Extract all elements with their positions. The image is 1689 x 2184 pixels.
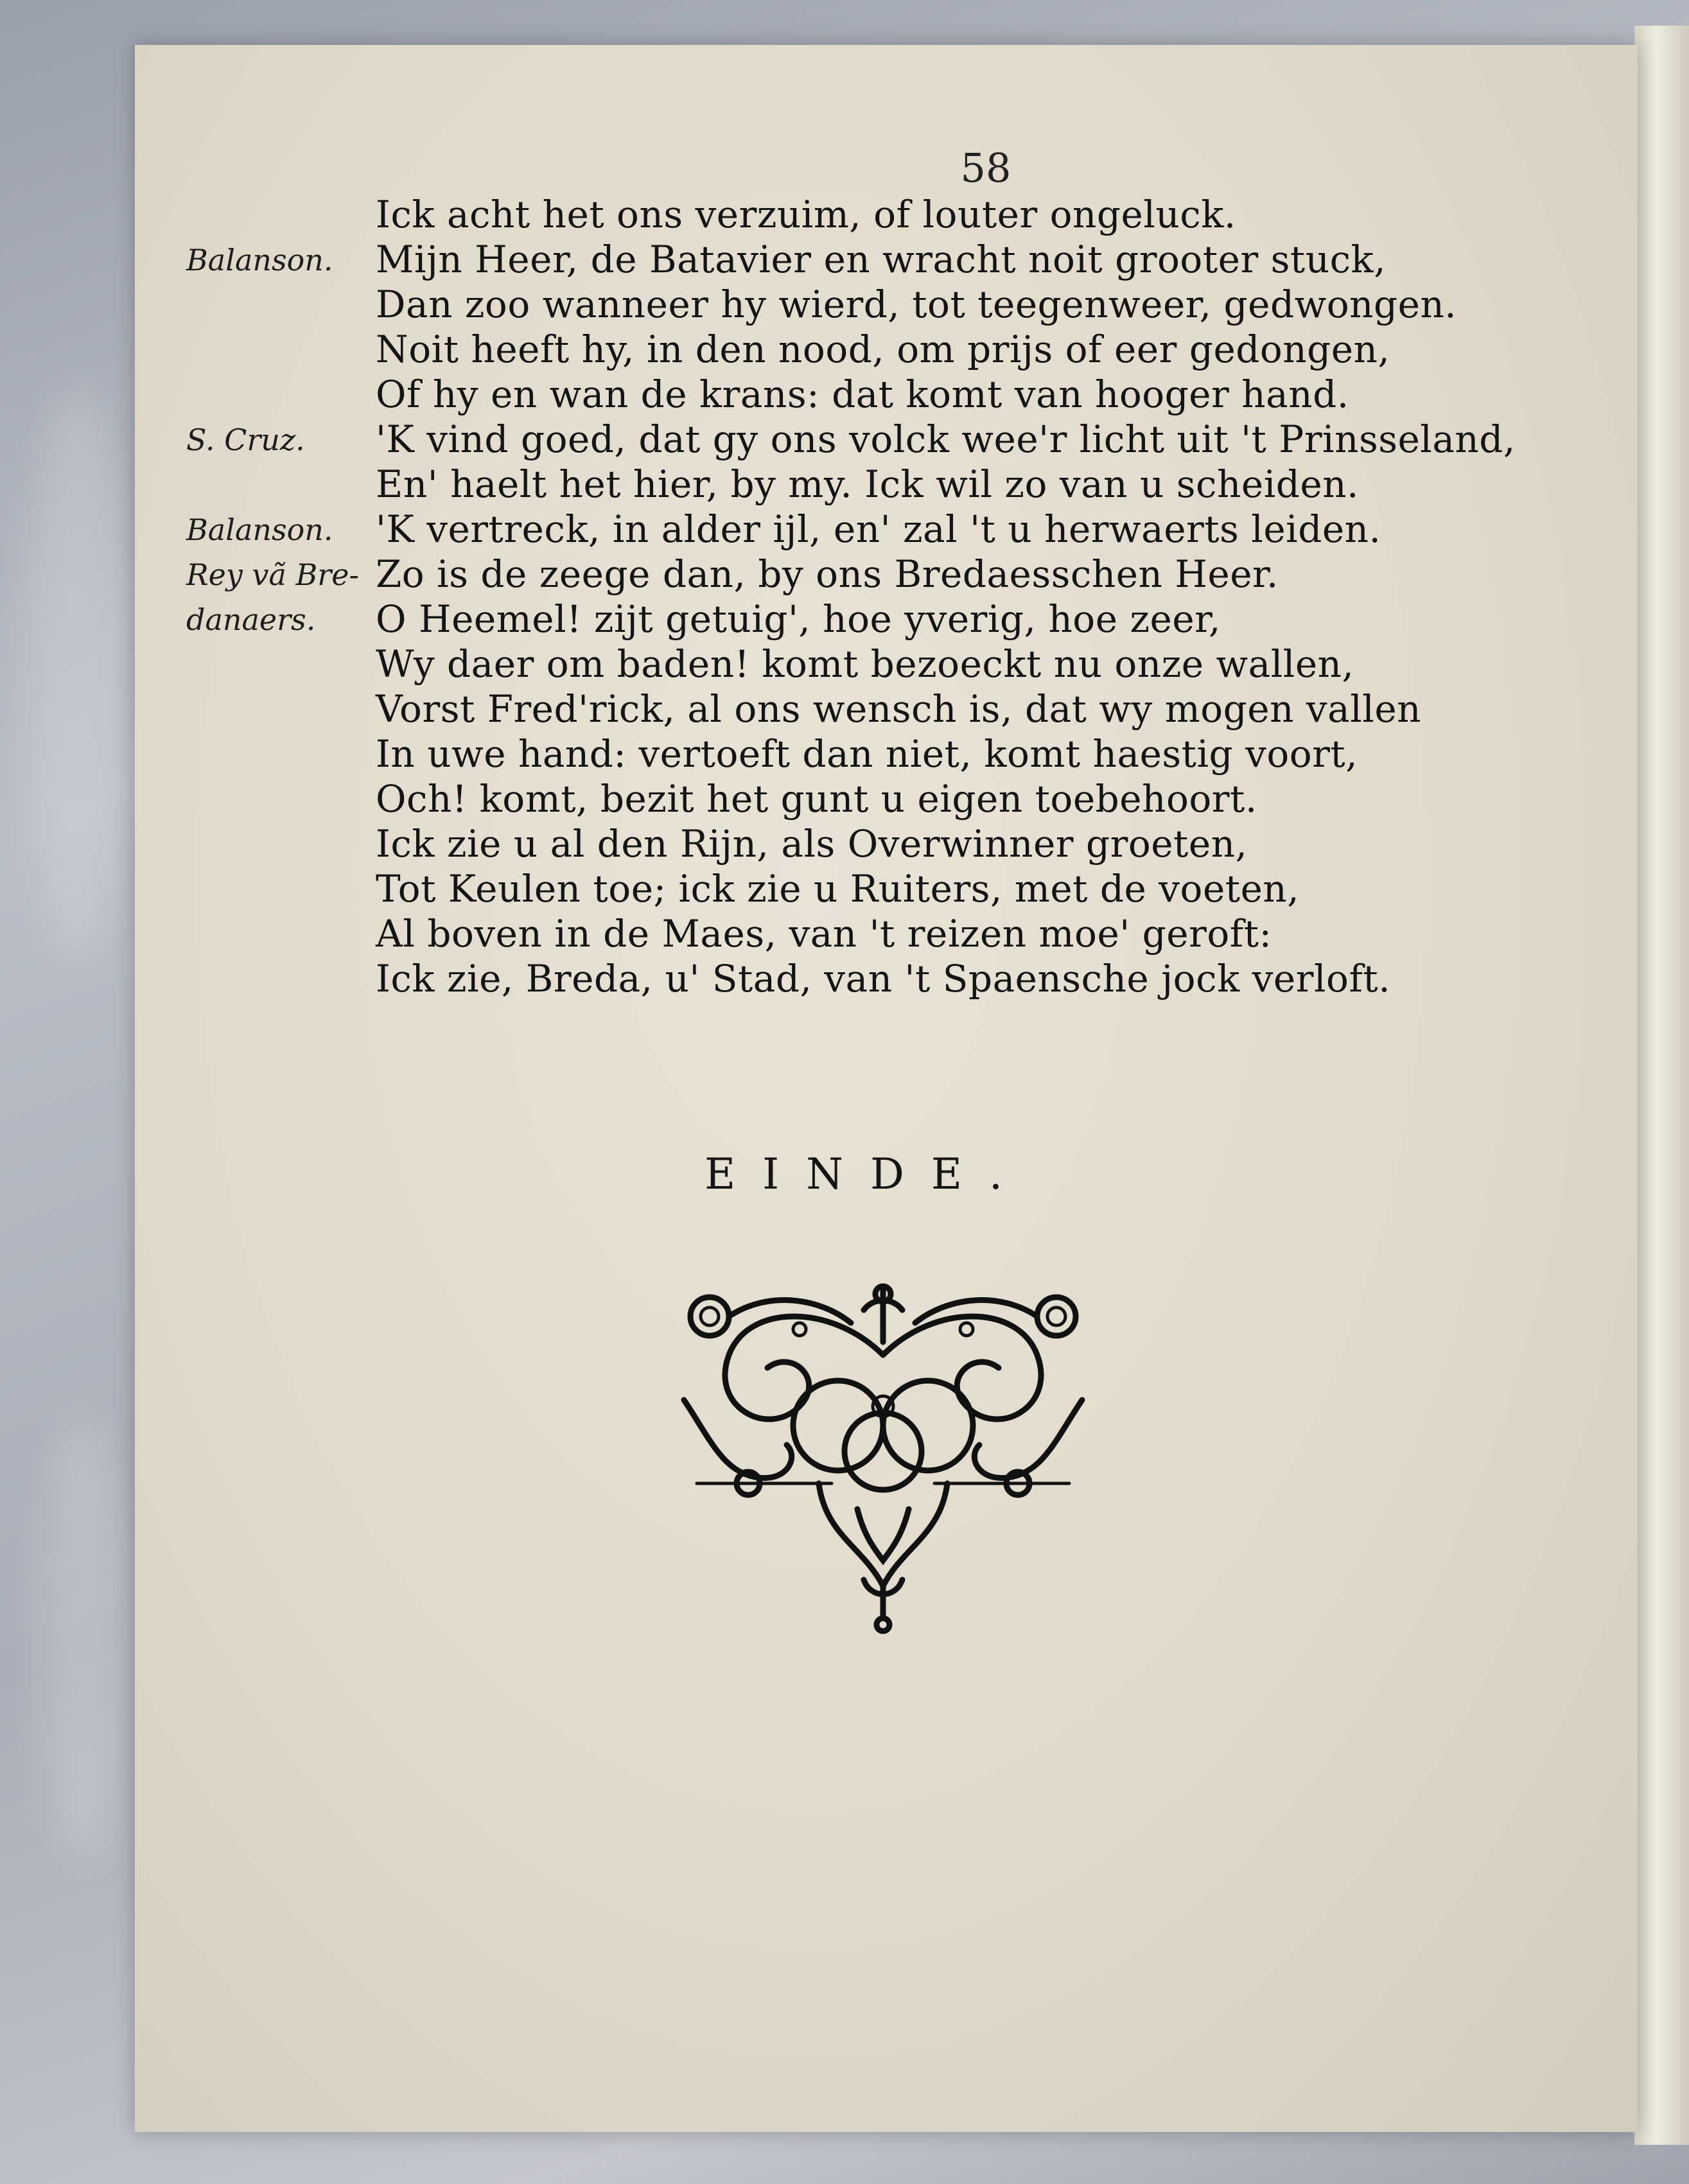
verse-line: Ick zie, Breda, u' Stad, van 't Spaensche jock verloft. xyxy=(376,957,1391,1000)
speaker-name: Rey vã Bre- xyxy=(186,557,360,592)
verse-line: In uwe hand: vertoeft dan niet, komt haestig voort, xyxy=(376,732,1358,776)
verse-line: Wy daer om baden! komt bezoeckt nu onze wallen, xyxy=(376,642,1354,686)
verse-line: Mijn Heer, de Batavier en wracht noit grooter stuck, xyxy=(376,238,1387,281)
verse-line: Zo is de zeege dan, by ons Bredaesschen Heer. xyxy=(376,552,1279,596)
speaker-name: Balanson. xyxy=(186,512,333,547)
verse-line: Tot Keulen toe; ick zie u Ruiters, met de voeten, xyxy=(376,867,1300,911)
speaker-name: danaers. xyxy=(186,602,316,637)
page-number: 58 xyxy=(960,144,1011,191)
verse-line: Ick acht het ons verzuim, of louter ongeluck. xyxy=(376,193,1236,236)
verse-line: Dan zoo wanneer hy wierd, tot teegenweer, gedwongen. xyxy=(376,283,1457,326)
speaker-name: S. Cruz. xyxy=(186,423,305,457)
book-edge xyxy=(1634,26,1689,2145)
closing-title: EINDE. xyxy=(704,1149,1030,1199)
verse-line: Och! komt, bezit het gunt u eigen toebehoort. xyxy=(376,777,1257,821)
verse-line: Vorst Fred'rick, al ons wensch is, dat wy mogen vallen xyxy=(376,687,1422,731)
verse-line: En' haelt het hier, by my. Ick wil zo van u scheiden. xyxy=(376,462,1359,506)
speaker-name: Balanson. xyxy=(186,243,333,277)
cloth-fold xyxy=(26,385,128,963)
verse-line: 'K vind goed, dat gy ons volck wee'r licht uit 't Prinsseland, xyxy=(376,417,1516,461)
verse-line: 'K vertreck, in alder ijl, en' zal 't u herwaerts leiden. xyxy=(376,507,1381,551)
verse-line: Of hy en wan de krans: dat komt van hooger hand. xyxy=(376,372,1349,416)
cloth-fold xyxy=(39,1413,128,1862)
verse-line: Al boven in de Maes, van 't reizen moe' geroft: xyxy=(376,912,1272,956)
verse-line: O Heemel! zijt getuig', hoe yverig, hoe zeer, xyxy=(376,597,1221,641)
verse-line: Ick zie u al den Rijn, als Overwinner groeten, xyxy=(376,822,1248,866)
verse-line: Noit heeft hy, in den nood, om prijs of eer gedongen, xyxy=(376,328,1390,371)
printer-ornament-icon xyxy=(671,1278,1095,1638)
